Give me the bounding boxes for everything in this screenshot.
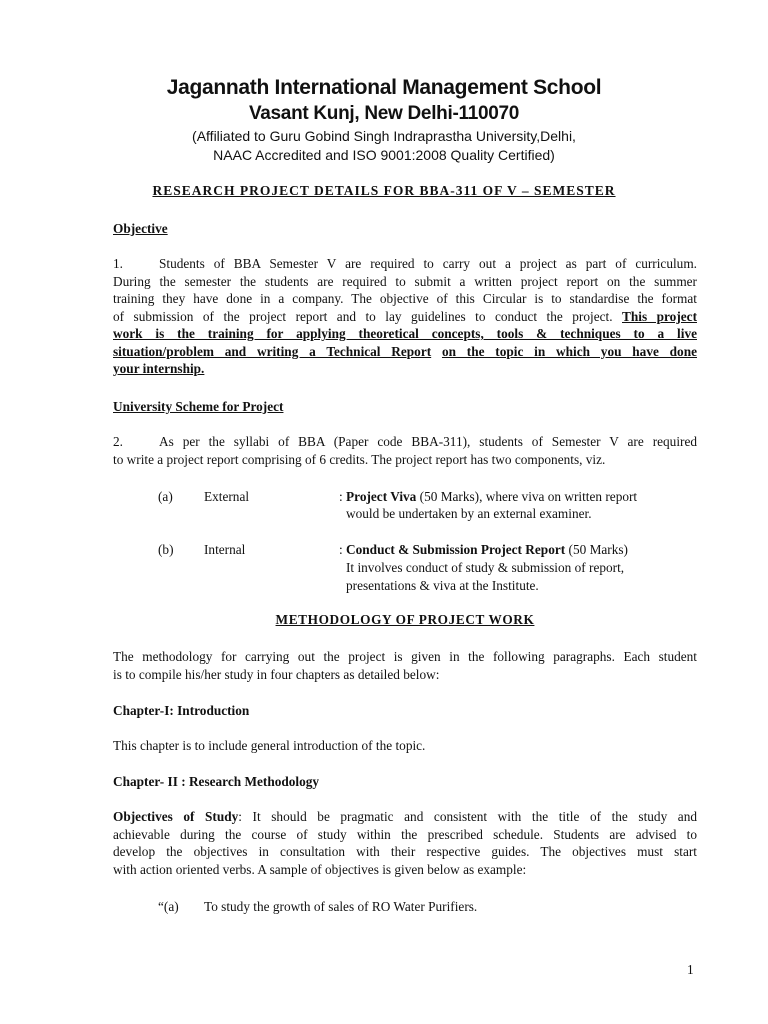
- chapter-1-heading: Chapter-I: Introduction: [113, 703, 250, 718]
- item-b-line-2: It involves conduct of study & submission of report,: [346, 560, 625, 575]
- objectives-of-study-label: Objectives of Study: [113, 809, 239, 824]
- item-a-details: [339, 488, 637, 506]
- colon: :: [339, 489, 343, 504]
- item-type-external: External: [204, 489, 250, 504]
- affiliation-line-1: (Affiliated to Guru Gobind Singh Indraprastha University,Delhi,: [192, 128, 576, 144]
- emphasis-line: your internship.: [113, 361, 205, 376]
- school-name: Jagannath International Management School: [166, 76, 602, 99]
- emphasis-line: work is the training for applying theoretical concepts, tools & techniques to a live: [113, 326, 697, 341]
- methodology-paragraph: [113, 648, 697, 683]
- item-label-a: (a): [158, 489, 173, 504]
- item-label-b: (b): [158, 542, 174, 557]
- text-line: Students of BBA Semester V are required to carry out a project as part of curriculum.: [159, 256, 697, 271]
- paragraph-number: 1.: [113, 256, 123, 271]
- objectives-paragraph: [113, 808, 697, 878]
- text-line: During the semester the students are required to submit a written project report on the summer: [113, 273, 697, 289]
- page-number: 1: [687, 962, 694, 977]
- methodology-heading: [0, 612, 768, 628]
- project-viva-label: Project Viva: [346, 489, 417, 504]
- text-fragment: : It should be pragmatic and consistent with the title of the study and: [238, 809, 697, 824]
- colon: :: [339, 542, 343, 557]
- paragraph-number: 2.: [113, 434, 123, 449]
- text-fragment: (50 Marks): [568, 542, 628, 557]
- document-title: RESEARCH PROJECT DETAILS FOR BBA-311 OF V – SEMESTER: [152, 183, 616, 198]
- text-line: to write a project report comprising of 6 credits. The project report has two components, viz.: [113, 451, 606, 467]
- text-line: is to compile his/her study in four chapters as detailed below:: [113, 666, 440, 682]
- emphasis-text: This project: [622, 308, 697, 324]
- objective-paragraph: [113, 255, 697, 378]
- objective-heading: Objective: [113, 221, 168, 236]
- methodology-heading-text: METHODOLOGY OF PROJECT WORK: [275, 612, 535, 627]
- emphasis-line: [113, 343, 697, 361]
- scheme-paragraph: [113, 433, 697, 468]
- school-address: Vasant Kunj, New Delhi-110070: [248, 103, 520, 124]
- text-line: The methodology for carrying out the project is given in the following paragraphs. Each student: [113, 649, 697, 664]
- item-a-line-2: would be undertaken by an external examiner.: [346, 506, 592, 521]
- text-line: with action oriented verbs. A sample of objectives is given below as example:: [113, 861, 527, 877]
- text-line: [113, 308, 697, 326]
- text-fragment: (50 Marks), where viva on written report: [419, 489, 638, 504]
- item-b-details: [339, 541, 628, 559]
- emphasis-text: situation/problem and writing a Technical Report: [113, 343, 432, 359]
- text-line: develop the objectives in consultation with their respective guides. The objectives must start: [113, 844, 697, 859]
- item-b-line-3: presentations & viva at the Institute.: [346, 578, 539, 593]
- text-line: training they have done in a company. The objective of this Circular is to standardise the format: [113, 291, 697, 306]
- text-line: As per the syllabi of BBA (Paper code BBA-311), students of Semester V are required: [159, 434, 697, 449]
- text-line: achievable during the course of study within the prescribed schedule. Students are advised to: [113, 826, 697, 842]
- emphasis-text: on the topic in which you have done: [441, 343, 698, 359]
- text-line: [113, 808, 697, 826]
- item-type-internal: Internal: [204, 542, 246, 557]
- text-fragment: of submission of the project report and to lay guidelines to conduct the project.: [113, 308, 613, 324]
- chapter-1-text: This chapter is to include general introduction of the topic.: [113, 738, 426, 753]
- example-text: To study the growth of sales of RO Water Purifiers.: [204, 899, 478, 914]
- chapter-2-heading: Chapter- II : Research Methodology: [113, 774, 320, 789]
- conduct-submission-label: Conduct & Submission Project Report: [346, 542, 566, 557]
- scheme-heading: University Scheme for Project: [113, 399, 284, 414]
- example-label: “(a): [158, 899, 179, 914]
- affiliation-line-2: NAAC Accredited and ISO 9001:2008 Quality Certified): [213, 147, 555, 163]
